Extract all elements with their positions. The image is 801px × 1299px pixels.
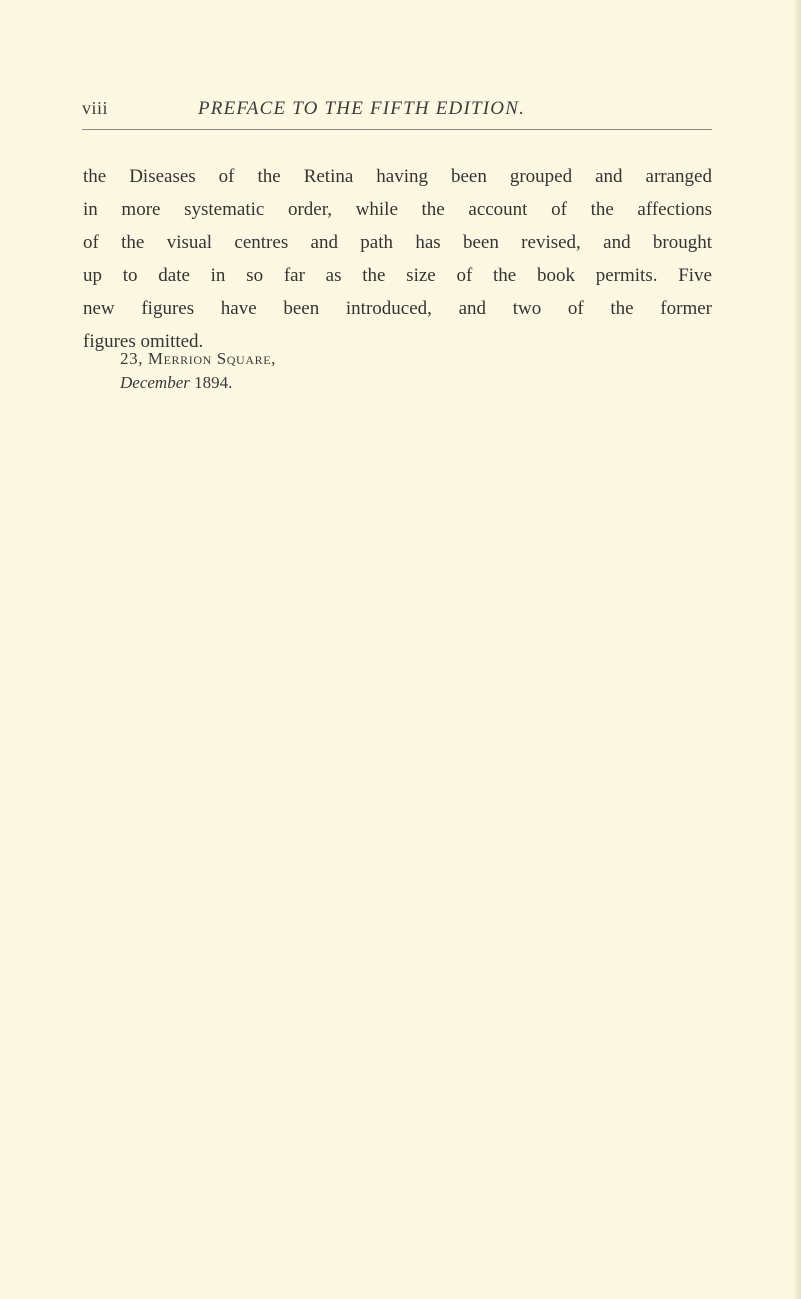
page-edge-shadow bbox=[793, 0, 801, 1299]
header-rule bbox=[82, 129, 712, 130]
paragraph-line: the Diseases of the Retina having been grouped and arranged bbox=[83, 166, 712, 187]
paragraph-line: figures omitted. bbox=[83, 331, 204, 352]
signature-address: 23, Merrion Square, bbox=[120, 349, 276, 368]
preface-paragraph bbox=[83, 160, 723, 358]
paragraph-line: of the visual centres and path has been revised, and brought bbox=[83, 232, 712, 253]
page-number: viii bbox=[82, 98, 109, 118]
paragraph-line: in more systematic order, while the account of the affections bbox=[83, 199, 712, 220]
page-header bbox=[82, 98, 714, 128]
signature-month: December bbox=[120, 373, 190, 392]
paragraph-line: new figures have been introduced, and two of the former bbox=[83, 298, 712, 319]
signature-date bbox=[120, 371, 276, 395]
paragraph-line: up to date in so far as the size of the book permits. Five bbox=[83, 265, 712, 286]
running-title: PREFACE TO THE FIFTH EDITION. bbox=[198, 98, 526, 119]
signature-year: 1894. bbox=[194, 373, 233, 392]
signature-block bbox=[120, 347, 276, 395]
